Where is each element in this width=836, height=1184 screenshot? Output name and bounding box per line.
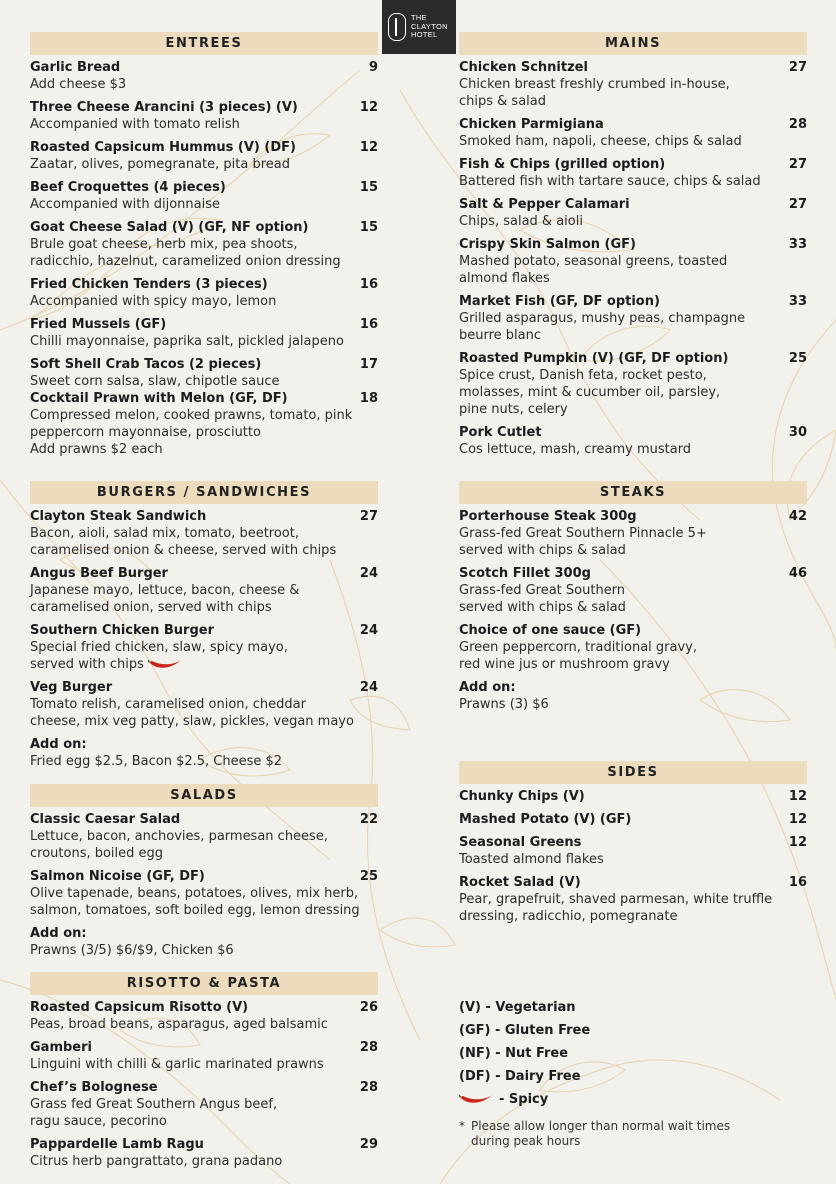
legend-dairy-free: (DF) - Dairy Free [459,1069,581,1084]
menu-item [459,811,807,828]
section-heading: MAINS [459,32,807,55]
menu-item [459,874,807,925]
menu-item-name: Chef’s Bolognese [30,1080,158,1095]
menu-item-name: Salmon Nicoise (GF, DF) [30,869,205,884]
description-text: Green peppercorn, traditional gravy, [459,640,697,655]
menu-item-price: 28 [788,117,807,132]
menu-item-name: Gamberi [30,1040,92,1055]
menu-item-header [30,219,378,236]
menu-item-price: 16 [359,277,378,292]
logo-line-1: THE [411,13,427,23]
menu-item-description [30,942,378,959]
description-text: served with chips [30,657,144,672]
section-heading: BURGERS / SANDWICHES [30,481,378,504]
menu-item [30,1136,378,1170]
legend-vegetarian: (V) - Vegetarian [459,1000,576,1015]
menu-item-description [459,891,807,908]
menu-item [459,679,807,713]
menu-item-header [30,276,378,293]
legend-spicy-label: - Spicy [499,1092,549,1107]
menu-item-description [30,525,378,542]
menu-item [30,508,378,559]
menu-item-header [459,679,807,696]
menu-item-description [30,1113,378,1130]
description-text: Accompanied with dijonnaise [30,197,220,212]
section-pasta [30,972,378,1169]
description-text: ragu sauce, pecorino [30,1114,167,1129]
menu-item-header [30,565,378,582]
menu-item-price: 29 [359,1137,378,1152]
menu-item-description [30,333,378,350]
description-text: Cos lettuce, mash, creamy mustard [459,442,692,457]
section-salads [30,784,378,958]
description-text: served with chips & salad [459,543,626,558]
menu-item-name: Porterhouse Steak 300g [459,509,637,524]
description-text: Spice crust, Danish feta, rocket pesto, [459,368,707,383]
menu-item-price: 22 [359,812,378,827]
section-entrees [30,32,378,457]
description-text: beurre blanc [459,328,542,343]
menu-item-price: 16 [359,317,378,332]
menu-item-name: Pork Cutlet [459,425,542,440]
menu-item-price: 25 [359,869,378,884]
menu-item [30,1039,378,1073]
section-mains [459,32,807,457]
description-text: cheese, mix veg patty, slaw, pickles, vegan mayo [30,714,354,729]
menu-item [459,508,807,559]
section-burgers [30,481,378,769]
menu-item [459,350,807,418]
menu-item-description [30,599,378,616]
menu-item-header [459,508,807,525]
description-text: Chips, salad & aioli [459,214,583,229]
description-text: molasses, mint & cucumber oil, parsley, [459,385,721,400]
menu-item-description [30,373,378,390]
menu-item [30,59,378,93]
menu-item [30,868,378,919]
menu-item-header [459,811,807,828]
menu-item-name: Southern Chicken Burger [30,623,214,638]
menu-item [30,1079,378,1130]
menu-item-header [30,1079,378,1096]
section-steaks [459,481,807,712]
menu-item-header [30,868,378,885]
menu-item-name: Choice of one sauce (GF) [459,623,642,638]
section-heading: SALADS [30,784,378,807]
menu-item-name: Market Fish (GF, DF option) [459,294,660,309]
menu-item-description [459,133,807,150]
description-text: Grass fed Great Southern Angus beef, [30,1097,278,1112]
description-text: Peas, broad beans, asparagus, aged balsamic [30,1017,328,1032]
menu-item-description [459,310,807,327]
description-text: peppercorn mayonnaise, prosciutto [30,425,261,440]
menu-item-description [30,253,378,270]
menu-item-price: 24 [359,566,378,581]
menu-item-name: Add on: [30,737,87,752]
menu-item-description [30,902,378,919]
menu-item-price: 42 [788,509,807,524]
menu-item-header [459,788,807,805]
menu-item-description [30,713,378,730]
menu-item-description [30,885,378,902]
dietary-legend [459,996,789,1149]
menu-item [459,116,807,150]
section-heading: RISOTTO & PASTA [30,972,378,995]
description-text: Fried egg $2.5, Bacon $2.5, Cheese $2 [30,754,283,769]
description-text: chips & salad [459,94,546,109]
description-text: Special fried chicken, slaw, spicy mayo, [30,640,288,655]
menu-item-name: Cocktail Prawn with Melon (GF, DF) [30,391,288,406]
menu-item-name: Salt & Pepper Calamari [459,197,630,212]
menu-item-description [30,196,378,213]
menu-item-name: Crispy Skin Salmon (GF) [459,237,636,252]
menu-item-header [30,925,378,942]
section-heading: STEAKS [459,481,807,504]
menu-item-description [30,639,378,656]
menu-item-header [459,236,807,253]
menu-item-price: 17 [359,357,378,372]
menu-item-header [30,1039,378,1056]
menu-item-description [459,639,807,656]
menu-item-name: Roasted Pumpkin (V) (GF, DF option) [459,351,729,366]
menu-item-header [30,679,378,696]
description-text: Smoked ham, napoli, cheese, chips & salad [459,134,742,149]
menu-item-header [459,565,807,582]
menu-item-description [30,441,378,458]
description-text: Bacon, aioli, salad mix, tomato, beetroot, [30,526,299,541]
menu-item-name: Roasted Capsicum Hummus (V) (DF) [30,140,296,155]
menu-item-description [30,656,378,673]
menu-item-description [459,656,807,673]
menu-item-name: Veg Burger [30,680,113,695]
description-text: Pear, grapefruit, shaved parmesan, white truffle [459,892,773,907]
menu-item-name: Garlic Bread [30,60,121,75]
menu-item-description [459,253,807,270]
legend-spicy [459,1088,789,1111]
menu-item-price: 26 [359,1000,378,1015]
menu-item [30,811,378,862]
menu-item-price: 12 [788,789,807,804]
menu-item-name: Rocket Salad (V) [459,875,581,890]
menu-item [30,999,378,1033]
menu-item-price: 27 [788,60,807,75]
description-text: Prawns (3) $6 [459,697,549,712]
menu-item-header [459,196,807,213]
note-asterisk: * [459,1119,465,1133]
menu-item [459,156,807,190]
menu-item-description [459,908,807,925]
description-text: caramelised onion & cheese, served with chips [30,543,337,558]
menu-item-price: 30 [788,425,807,440]
chili-icon [459,1094,493,1106]
menu-item-description [459,367,807,384]
menu-item [459,565,807,616]
menu-item-name: Fish & Chips (grilled option) [459,157,666,172]
menu-item-price: 24 [359,623,378,638]
menu-item-header [30,1136,378,1153]
logo-line-3: HOTEL [411,30,438,40]
menu-item-header [30,356,378,373]
menu-item-description [30,156,378,173]
menu-item-price: 33 [788,294,807,309]
menu-item-header [30,736,378,753]
menu-item [459,236,807,287]
menu-item-description [459,696,807,713]
menu-item-description [30,542,378,559]
menu-item-name: Add on: [459,680,516,695]
menu-item-price: 16 [788,875,807,890]
menu-item [459,834,807,868]
menu-item-header [30,390,378,407]
menu-item-description [459,384,807,401]
menu-item [30,99,378,133]
menu-item [30,356,378,390]
description-text: croutons, boiled egg [30,846,164,861]
menu-item-header [459,874,807,891]
menu-item-name: Chunky Chips (V) [459,789,585,804]
menu-item [459,424,807,458]
menu-item [30,925,378,959]
menu-item-header [459,59,807,76]
menu-item-price: 9 [368,60,378,75]
menu-item-description [459,599,807,616]
menu-item [30,679,378,730]
description-text: Chilli mayonnaise, paprika salt, pickled jalapeno [30,334,344,349]
menu-item-header [30,99,378,116]
note-line: during peak hours [471,1134,581,1148]
description-text: radicchio, hazelnut, caramelized onion dressing [30,254,341,269]
menu-item-header [459,834,807,851]
description-text: Sweet corn salsa, slaw, chipotle sauce [30,374,280,389]
menu-item-description [459,525,807,542]
menu-item [30,390,378,458]
menu-item-description [459,270,807,287]
description-text: Zaatar, olives, pomegranate, pita bread [30,157,290,172]
description-text: red wine jus or mushroom gravy [459,657,670,672]
menu-item-price: 12 [788,835,807,850]
description-text: Linguini with chilli & garlic marinated prawns [30,1057,324,1072]
description-text: Mashed potato, seasonal greens, toasted [459,254,728,269]
menu-item-description [459,542,807,559]
description-text: Lettuce, bacon, anchovies, parmesan cheese, [30,829,328,844]
menu-item-header [459,116,807,133]
menu-item-description [30,76,378,93]
description-text: Prawns (3/5) $6/$9, Chicken $6 [30,943,234,958]
menu-item-name: Clayton Steak Sandwich [30,509,207,524]
description-text: pine nuts, celery [459,402,568,417]
menu-item-name: Mashed Potato (V) (GF) [459,812,632,827]
menu-item-description [30,116,378,133]
description-text: Grilled asparagus, mushy peas, champagne [459,311,746,326]
description-text: Brule goat cheese, herb mix, pea shoots, [30,237,298,252]
description-text: Japanese mayo, lettuce, bacon, cheese & [30,583,300,598]
menu-item-header [30,316,378,333]
logo-mark-icon [388,13,406,41]
menu-item-header [30,622,378,639]
menu-item-header [30,508,378,525]
menu-item-description [459,327,807,344]
menu-item-name: Beef Croquettes (4 pieces) [30,180,226,195]
menu-item-price: 28 [359,1040,378,1055]
description-text: Add prawns $2 each [30,442,163,457]
menu-item-description [459,173,807,190]
menu-item [30,139,378,173]
menu-item-name: Pappardelle Lamb Ragu [30,1137,204,1152]
menu-item-price: 24 [359,680,378,695]
section-sides [459,761,807,924]
menu-item-description [30,582,378,599]
menu-item-name: Three Cheese Arancini (3 pieces) (V) [30,100,298,115]
menu-item-description [30,236,378,253]
menu-item [30,179,378,213]
menu-item [459,293,807,344]
menu-item-header [459,350,807,367]
description-text: Citrus herb pangrattato, grana padano [30,1154,283,1169]
menu-item-description [459,582,807,599]
menu-item [459,59,807,110]
description-text: Accompanied with spicy mayo, lemon [30,294,277,309]
menu-item [30,736,378,770]
menu-item-price: 15 [359,220,378,235]
menu-item-description [30,828,378,845]
menu-item [30,565,378,616]
menu-item-header [30,811,378,828]
description-text: Chicken breast freshly crumbed in-house, [459,77,730,92]
menu-item-price: 28 [359,1080,378,1095]
note-line: Please allow longer than normal wait times [471,1119,731,1133]
menu-item-price: 33 [788,237,807,252]
menu-item-name: Seasonal Greens [459,835,582,850]
menu-item-header [30,139,378,156]
menu-item-name: Roasted Capsicum Risotto (V) [30,1000,249,1015]
menu-item-name: Goat Cheese Salad (V) (GF, NF option) [30,220,309,235]
menu-item-header [459,424,807,441]
menu-item-description [459,213,807,230]
menu-item-price: 12 [359,140,378,155]
chili-icon [148,659,182,671]
menu-item-name: Chicken Parmigiana [459,117,604,132]
description-text: Toasted almond flakes [459,852,604,867]
menu-item-description [459,76,807,93]
menu-item-header [459,156,807,173]
legend-nut-free: (NF) - Nut Free [459,1046,569,1061]
menu-item-price: 46 [788,566,807,581]
menu-item-description [459,851,807,868]
description-text: Olive tapenade, beans, potatoes, olives, mix herb, [30,886,359,901]
menu-item-description [30,753,378,770]
description-text: caramelised onion, served with chips [30,600,272,615]
menu-item-description [30,293,378,310]
menu-item-name: Fried Chicken Tenders (3 pieces) [30,277,268,292]
menu-item-description [30,407,378,424]
description-text: almond flakes [459,271,550,286]
menu-item [30,276,378,310]
logo-line-2: CLAYTON [411,21,448,31]
menu-item-description [459,401,807,418]
section-heading: ENTREES [30,32,378,55]
menu-item [459,196,807,230]
menu-item-header [30,179,378,196]
description-text: Grass-fed Great Southern Pinnacle 5+ [459,526,707,541]
description-text: Accompanied with tomato relish [30,117,240,132]
menu-item-price: 27 [359,509,378,524]
description-text: Grass-fed Great Southern [459,583,626,598]
section-heading: SIDES [459,761,807,784]
menu-item-name: Angus Beef Burger [30,566,168,581]
wait-time-note [459,1119,789,1149]
menu-item-name: Soft Shell Crab Tacos (2 pieces) [30,357,262,372]
menu-item-header [30,59,378,76]
description-text: salmon, tomatoes, soft boiled egg, lemon dressing [30,903,360,918]
menu-item-name: Chicken Schnitzel [459,60,588,75]
menu-item-description [30,1056,378,1073]
menu-item-description [30,1153,378,1170]
description-text: Tomato relish, caramelised onion, cheddar [30,697,306,712]
menu-item-description [459,93,807,110]
menu-item-price: 27 [788,197,807,212]
description-text: Battered fish with tartare sauce, chips & salad [459,174,761,189]
menu-item-name: Classic Caesar Salad [30,812,181,827]
menu-item-description [30,696,378,713]
menu-item-header [30,999,378,1016]
menu-item-description [30,424,378,441]
menu-item-price: 25 [788,351,807,366]
menu-item-name: Add on: [30,926,87,941]
menu-item-description [30,1096,378,1113]
menu-item [30,622,378,673]
description-text: Add cheese $3 [30,77,127,92]
menu-item [459,622,807,673]
menu-item-description [30,1016,378,1033]
menu-item-name: Scotch Fillet 300g [459,566,591,581]
menu-item-price: 27 [788,157,807,172]
menu-item-description [459,441,807,458]
menu-item [30,316,378,350]
menu-item-price: 18 [359,391,378,406]
menu-item [30,219,378,270]
description-text: Compressed melon, cooked prawns, tomato, pink [30,408,353,423]
menu-item-name: Fried Mussels (GF) [30,317,167,332]
menu-item-header [459,293,807,310]
hotel-logo [382,0,456,54]
menu-item-price: 12 [788,812,807,827]
description-text: dressing, radicchio, pomegranate [459,909,678,924]
menu-item [459,788,807,805]
menu-item-price: 15 [359,180,378,195]
menu-item-price: 12 [359,100,378,115]
menu-item-header [459,622,807,639]
legend-gluten-free: (GF) - Gluten Free [459,1023,591,1038]
menu-item-description [30,845,378,862]
description-text: served with chips & salad [459,600,626,615]
